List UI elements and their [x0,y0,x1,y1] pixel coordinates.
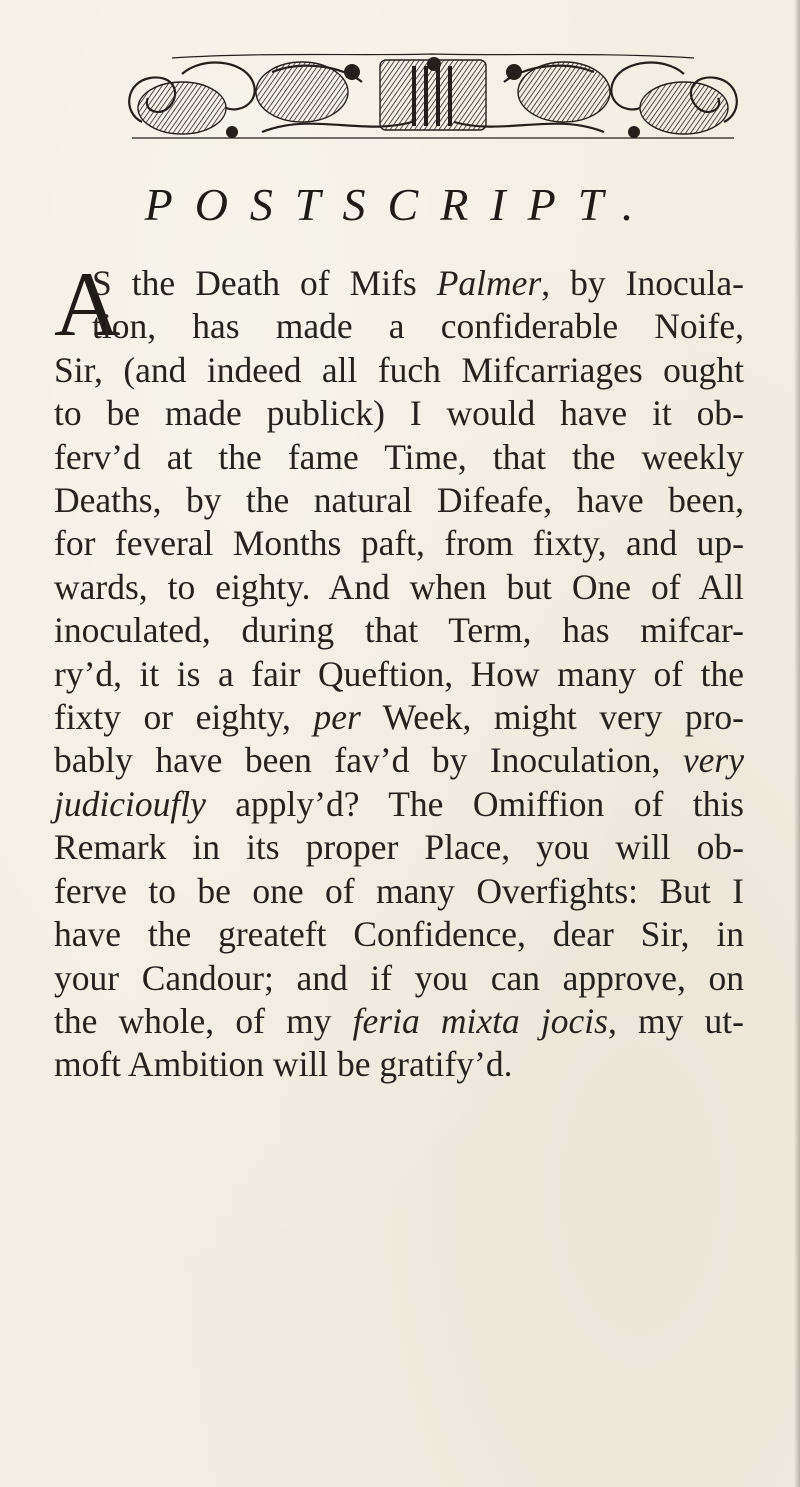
text-line: the whole, of my feria mixta jocis, my ut- [54,1000,744,1041]
text-line: fixty or eighty, per Week, might very pro- [54,697,744,738]
text-line: to be made publick) I would have it ob- [54,393,744,434]
drop-cap: A [54,253,121,355]
postscript-body [54,262,744,1087]
text-line: your Candour; and if you can approve, on [54,957,744,998]
text-line: moft Ambition will be gratify’d. [54,1044,513,1085]
page-title: POSTSCRIPT. [144,179,656,230]
text-line: Sir, (and indeed all fuch Mifcarriages ought [54,349,744,390]
text-line: ry’d, it is a fair Queftion, How many of the [54,653,744,694]
text-line: inoculated, during that Term, has mifcar- [54,610,744,651]
text-line: Remark in its proper Place, you will ob- [54,827,744,868]
text-line: for feveral Months paft, from fixty, and up- [54,523,744,564]
text-line: bably have been fav’d by Inoculation, very [54,740,744,781]
text-line: ferv’d at the fame Time, that the weekly [54,436,744,477]
text-line: judicioufly apply’d? The Omiffion of this [54,783,744,824]
text-line: have the greateft Confidence, dear Sir, in [54,914,744,955]
text-line: S the Death of Mifs Palmer, by Inocula- [92,263,744,303]
text-line: wards, to eighty. And when but One of All [54,566,744,607]
text-line: Deaths, by the natural Difeafe, have been, [54,480,744,521]
text-line: ferve to be one of many Overfights: But I [54,870,744,911]
headpiece-ornament [112,52,754,144]
text-line: tion, has made a confiderable Noife, [92,306,744,347]
